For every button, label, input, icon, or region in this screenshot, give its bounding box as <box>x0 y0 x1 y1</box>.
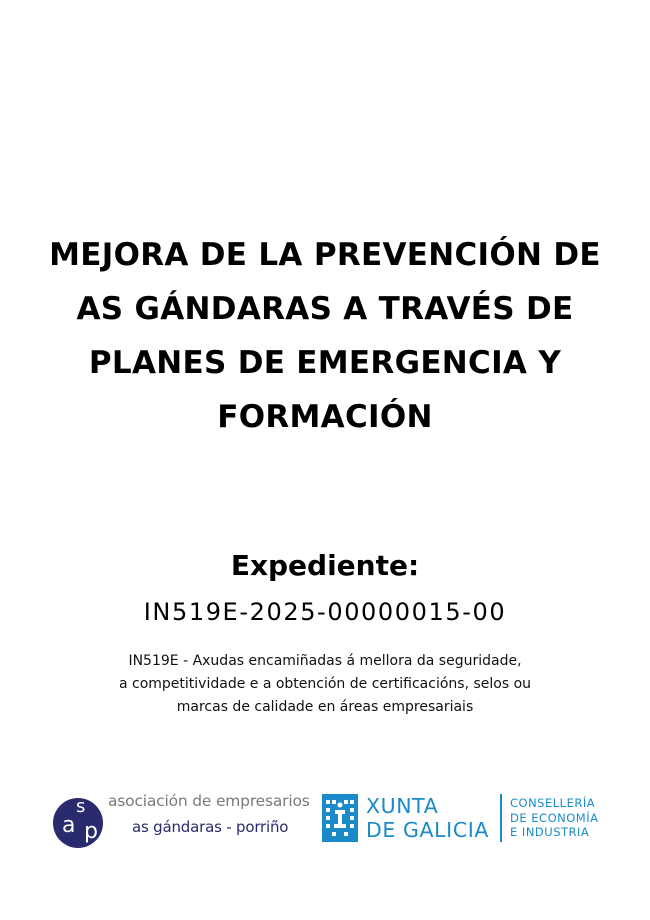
description-line: IN519E - Axudas encamiñadas á mellora da seguridade, <box>128 653 522 669</box>
expediente-code: IN519E-2025-00000015-00 <box>143 598 507 626</box>
xunta-dept-line: E INDUSTRIA <box>510 825 590 839</box>
expediente-label: Expediente: <box>230 549 420 582</box>
asp-logo-line2: as gándaras - porriño <box>132 818 289 836</box>
asp-mark-s: s <box>76 796 86 817</box>
title-line: PLANES DE EMERGENCIA Y <box>88 345 562 381</box>
xunta-logo <box>322 792 622 848</box>
document-title <box>20 228 630 444</box>
description-line: marcas de calidade en áreas empresariais <box>176 699 474 715</box>
description-line: a competitividade e a obtención de certificacións, selos ou <box>118 676 532 692</box>
xunta-department <box>510 796 598 840</box>
xunta-divider <box>500 794 502 842</box>
asp-logo-mark-icon <box>52 790 112 852</box>
program-description <box>40 650 610 719</box>
xunta-name-line: DE GALICIA <box>366 818 490 842</box>
asp-logo-line1: asociación de empresarios <box>108 792 310 810</box>
title-line: FORMACIÓN <box>217 399 433 435</box>
galicia-shield-icon <box>322 794 358 842</box>
xunta-name <box>366 794 489 842</box>
xunta-dept-line: CONSELLERÍA <box>510 796 596 810</box>
xunta-dept-line: DE ECONOMÍA <box>510 810 599 825</box>
title-line: AS GÁNDARAS A TRAVÉS DE <box>76 291 574 327</box>
title-line: MEJORA DE LA PREVENCIÓN DE <box>49 237 601 273</box>
asp-mark-a: a <box>62 813 76 838</box>
xunta-name-line: XUNTA <box>366 794 439 818</box>
asp-logo <box>52 790 312 852</box>
asp-mark-p: p <box>84 819 98 844</box>
